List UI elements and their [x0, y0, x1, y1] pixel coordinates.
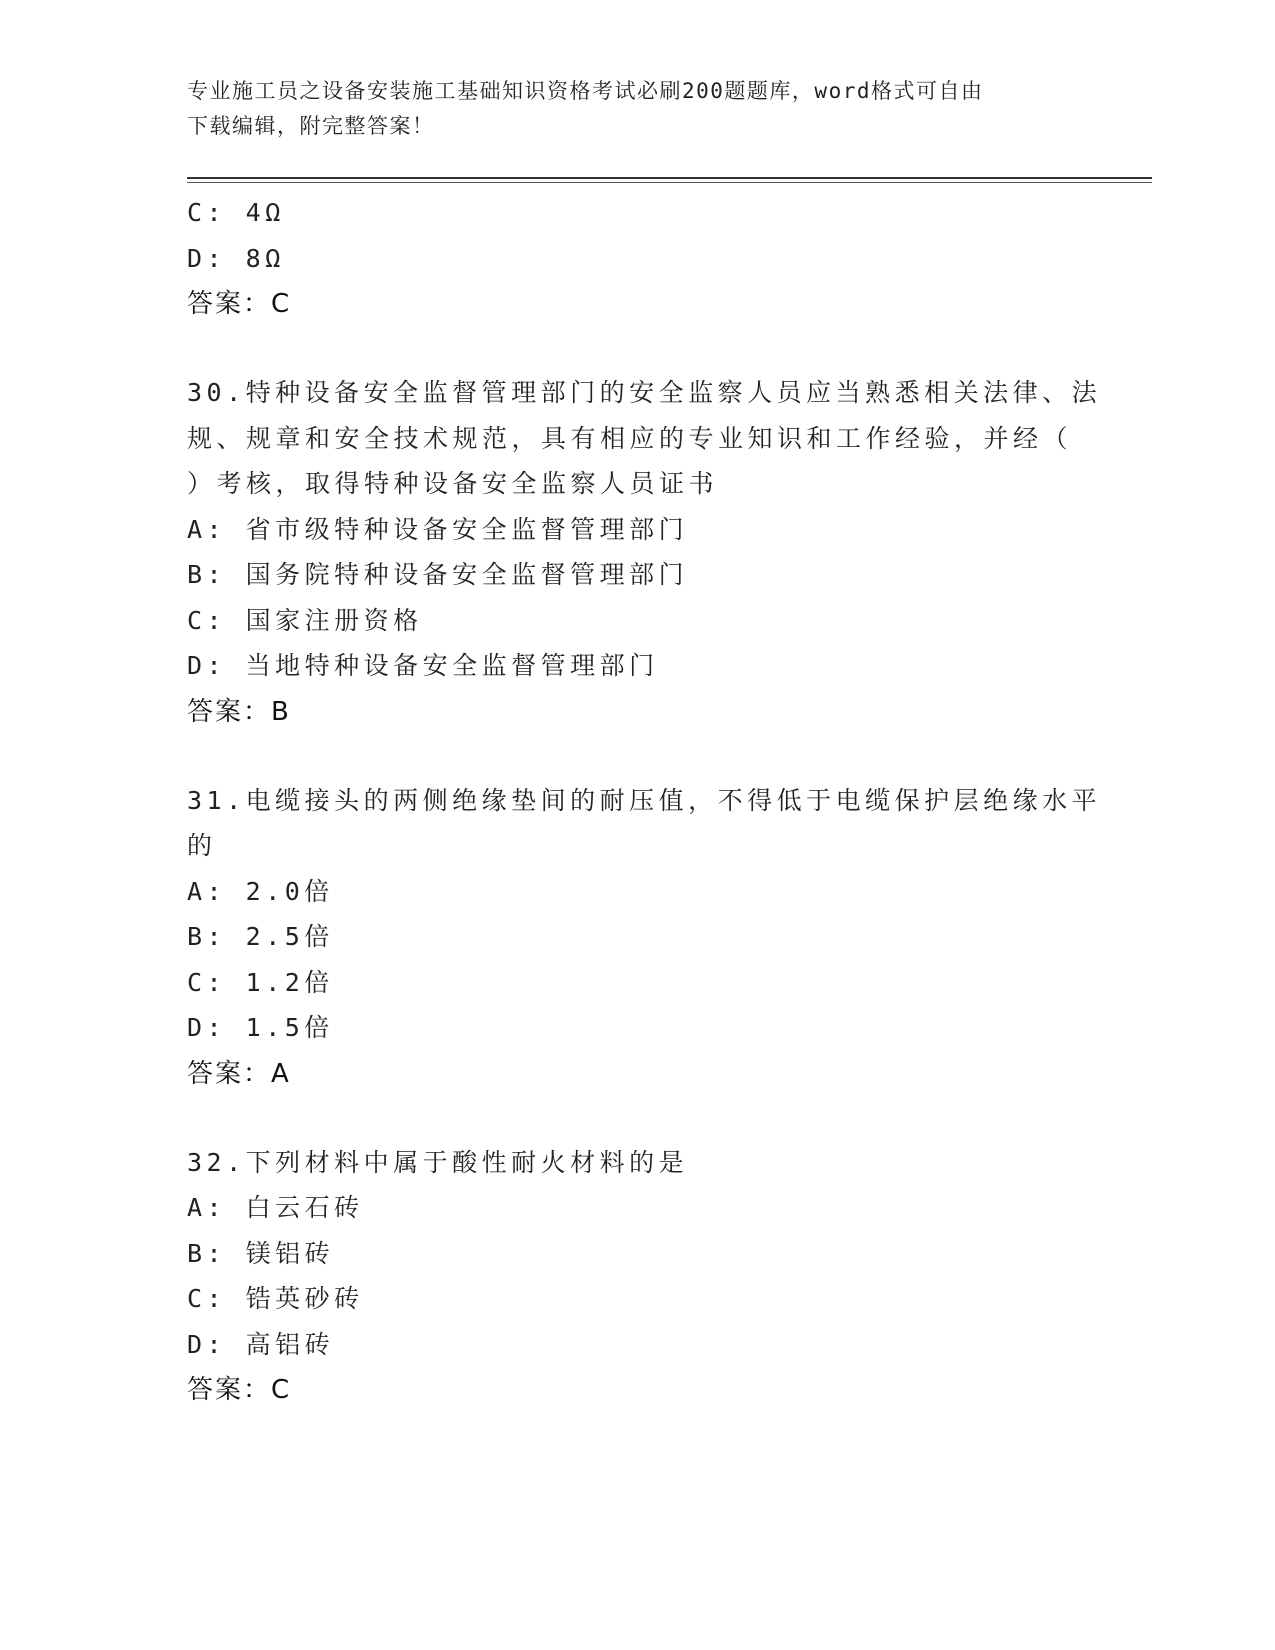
- option-a: A: 白云石砖: [187, 1193, 364, 1222]
- header-line-2: 下载编辑，附完整答案！: [187, 114, 435, 138]
- option-a: A: 省市级特种设备安全监督管理部门: [187, 514, 689, 544]
- option-a: A: 2.0倍: [187, 876, 334, 906]
- document-header: [187, 74, 1067, 144]
- answer-line: 答案：A: [187, 1058, 291, 1089]
- question-29-continuation: [187, 190, 1067, 327]
- answer-line: 答案：C: [187, 289, 292, 319]
- option-d: D: 高铝砖: [187, 1329, 335, 1359]
- question-stem-line: 31.电缆接头的两侧绝缘垫间的耐压值，不得低于电缆保护层绝缘水平: [187, 785, 1102, 815]
- question-stem-line: 规、规章和安全技术规范，具有相应的专业知识和工作经验，并经（: [187, 423, 1073, 453]
- question-32: [187, 1140, 1067, 1414]
- option-b: B: 国务院特种设备安全监督管理部门: [187, 560, 689, 589]
- header-line-1: 专业施工员之设备安装施工基础知识资格考试必刷200题题库，word格式可自由: [187, 79, 984, 103]
- question-stem-line: 32.下列材料中属于酸性耐火材料的是: [187, 1147, 689, 1177]
- option-c: C: 1.2倍: [187, 967, 334, 997]
- option-c: C: 锆英砂砖: [187, 1284, 364, 1313]
- option-c: C: 国家注册资格: [187, 605, 423, 635]
- option-c: C: 4Ω: [187, 198, 285, 227]
- option-b: B: 镁铝砖: [187, 1238, 335, 1268]
- answer-line: 答案：B: [187, 696, 291, 727]
- option-d: D: 8Ω: [187, 243, 285, 273]
- header-divider-thin: [187, 182, 1152, 183]
- question-stem-line: 30.特种设备安全监督管理部门的安全监察人员应当熟悉相关法律、法: [187, 378, 1102, 407]
- option-d: D: 当地特种设备安全监督管理部门: [187, 651, 659, 680]
- option-d: D: 1.5倍: [187, 1013, 334, 1042]
- question-31: [187, 778, 1102, 1097]
- answer-line: 答案：C: [187, 1375, 292, 1405]
- question-stem-line: 的: [187, 831, 217, 860]
- option-b: B: 2.5倍: [187, 922, 334, 951]
- question-stem-line: ）考核，取得特种设备安全监察人员证书: [187, 469, 719, 498]
- question-content: [187, 190, 1102, 1413]
- question-30: [187, 370, 1102, 735]
- header-divider-thick: [187, 177, 1152, 179]
